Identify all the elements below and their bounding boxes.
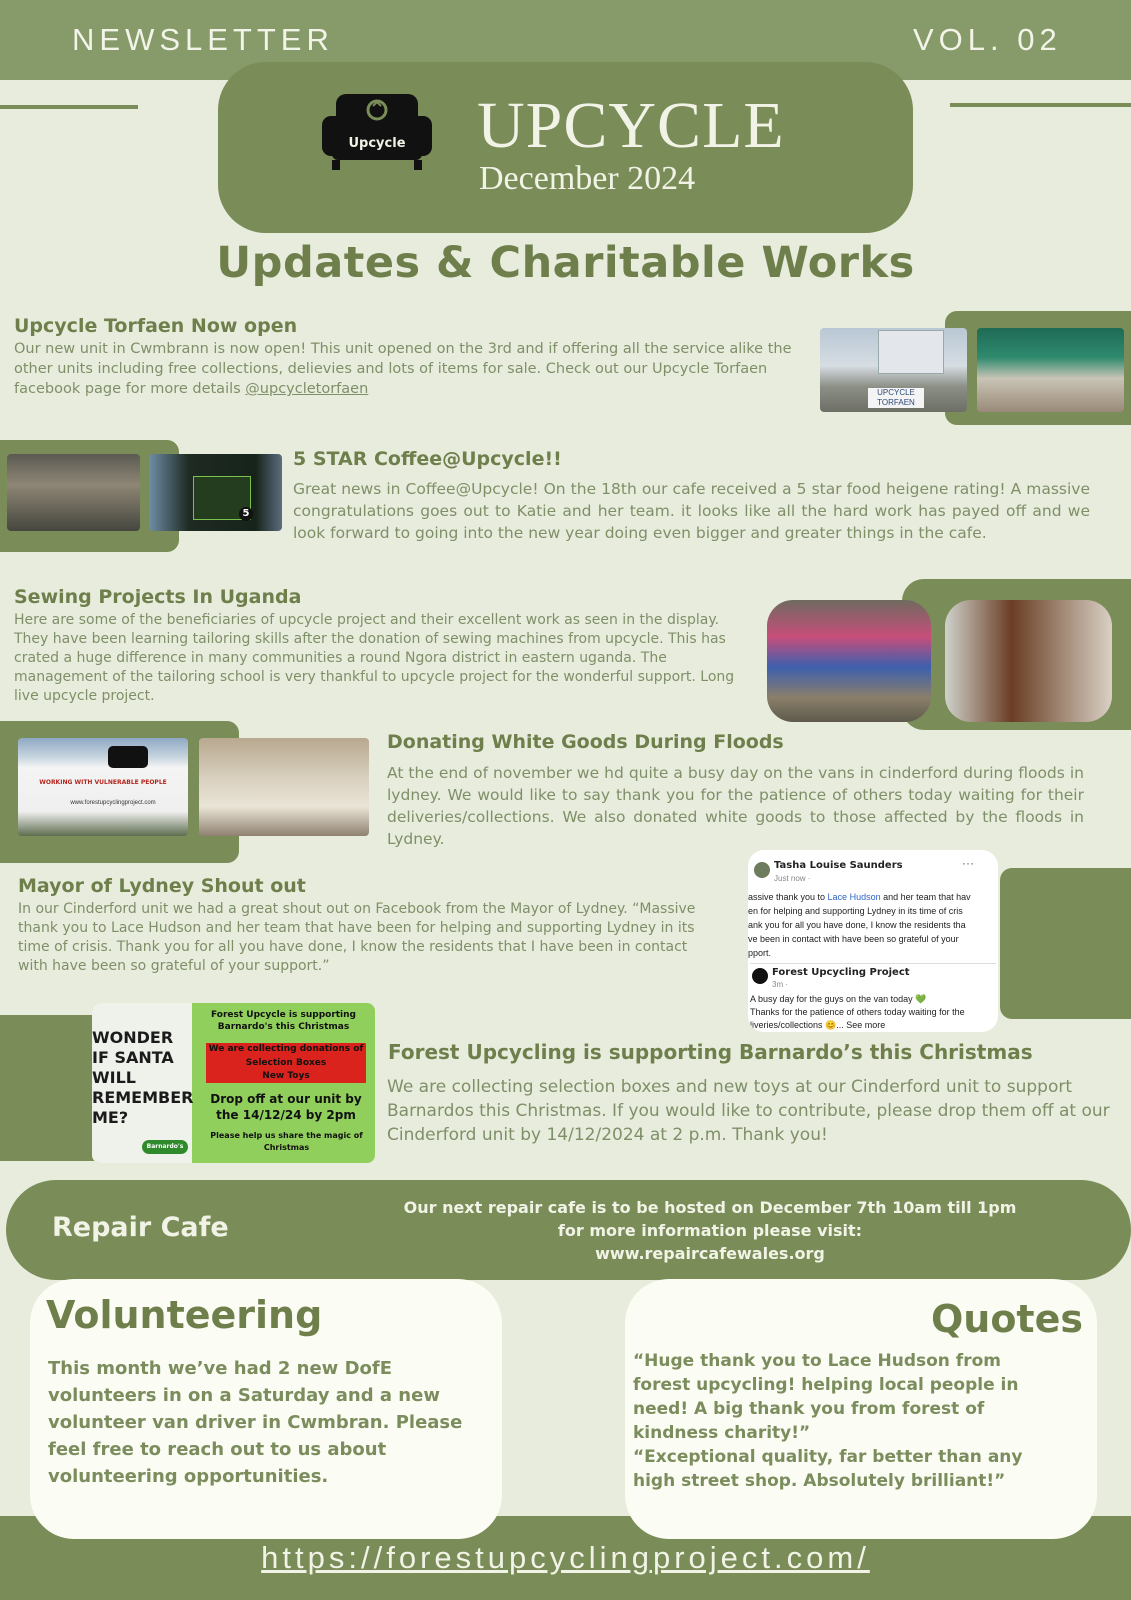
sofa-logo-icon (318, 86, 436, 172)
torfaen-interior-photo (977, 328, 1124, 412)
article-heading: Upcycle Torfaen Now open (14, 315, 298, 337)
barnardos-logo: Barnardo's (142, 1140, 188, 1154)
quotes-card (625, 1279, 1097, 1539)
article-heading: Forest Upcycling is supporting Barnardo’s this Christmas (388, 1040, 1033, 1064)
quotes-body (633, 1349, 1063, 1493)
repair-cafe-details (350, 1196, 1070, 1265)
photo-backdrop (1000, 868, 1131, 1019)
white-goods-photo (199, 738, 369, 836)
article-body: Great news in Coffee@Upcycle! On the 18th our cafe received a 5 star food heigene rating! A massive congratulations goes out to Katie and her team. it looks like all the hard work has payed off and we look forward to going into the new year doing even bigger and greater things in the cafe. (293, 480, 1090, 542)
facebook-post-screenshot (748, 850, 998, 1032)
repair-cafe-line: for more information please visit: (557, 1221, 863, 1240)
poster-share: Please help us share the magic of Christmas (210, 1131, 363, 1152)
shared-author: Forest Upcycling Project (772, 967, 910, 978)
issue-date: December 2024 (479, 160, 696, 197)
shared-avatar (752, 968, 768, 984)
poster-red-box: We are collecting donations of Selection Boxes New Toys (206, 1043, 366, 1083)
photo-sign: UPCYCLE TORFAEN (868, 388, 924, 408)
poster-header: Forest Upcycle is supporting Barnardo's this Christmas (211, 1010, 356, 1032)
article-body: We are collecting selection boxes and new toys at our Cinderford unit to support Barnardos this Christmas. If you would like to contribute, please drop them off at our Cinderford unit by 14/12/2024 at 2 p.m. Thank you! (387, 1077, 1110, 1145)
article-body: Here are some of the beneficiaries of upcycle project and their excellent work as seen in the display. They have been learning tailoring skills after the donation of sewing machines from upcycle. This has crated a huge difference in many communities a round Ngora district in eastern uganda. The management of the tailoring school is very thankful to upcycle project for the wonderful support. Long live upcycle project. (14, 612, 735, 704)
article-body: In our Cinderford unit we had a great shout out on Facebook from the Mayor of Lydney. “Massive thank you to Lace Hudson and her team that have been for helping and supporting Lydney in its time of crisis. Thank you for all you have done, I know the residents that I have been in contact with have been so grateful of your support.” (18, 901, 696, 974)
page-title: Updates & Charitable Works (216, 238, 915, 288)
rating-badge: 5 (239, 507, 253, 521)
volunteering-title: Volunteering (46, 1293, 323, 1337)
newsletter-label: NEWSLETTER (72, 22, 334, 57)
volunteering-card (30, 1279, 502, 1539)
poster-left-panel (92, 1003, 192, 1163)
tailoring-students-photo (945, 600, 1112, 722)
article-heading: 5 STAR Coffee@Upcycle!! (293, 448, 562, 470)
shared-text: A busy day for the guys on the van today 💚 Thanks for the patience of others today waiting for the liveries/collections 😊... See more (750, 994, 965, 1030)
poster-santa-text: WONDER IF SANTA WILL REMEMBER ME? (92, 1028, 194, 1127)
sewing-display-photo (767, 600, 931, 722)
barnardos-poster (92, 1003, 375, 1163)
post-author: Tasha Louise Saunders (774, 860, 903, 871)
volume-label: VOL. 02 (913, 22, 1062, 57)
article-body-text: Our new unit in Cwmbrann is now open! This unit opened on the 3rd and if offering all the service alike the other units including free collections, delievies and lots of items for sale. Check out our Upcycle Torfaen facebook page for more details (14, 341, 792, 397)
van-url: www.forestupcyclingproject.com (70, 800, 156, 806)
logo-text: Upcycle (348, 136, 406, 151)
hygiene-rating-photo (149, 454, 282, 531)
shared-time: 3m · (772, 980, 788, 989)
repair-cafe-url[interactable]: www.repaircafewales.org (595, 1244, 825, 1263)
facebook-link[interactable]: @upcycletorfaen (245, 381, 369, 397)
more-options-icon[interactable]: ··· (962, 856, 974, 870)
delivery-van-photo (18, 738, 188, 836)
article-body: At the end of november we hd quite a busy day on the vans in cinderford during floods in lydney. We would like to say thank you for the patience of others today waiting for their deliveries/collections. We also donated white goods to those affected by the floods in Lydney. (387, 764, 1084, 848)
post-text: assive thank you to Lace Hudson and her team that hav en for helping and supporting Lydney in its time of cris ank you for all you have done, I know the residents tha ve been in contact with have been so grateful of your pport. (748, 892, 971, 958)
article-heading: Donating White Goods During Floods (387, 731, 784, 753)
article-heading: Mayor of Lydney Shout out (18, 875, 306, 897)
brand-title: UPCYCLE (477, 89, 785, 162)
cafe-interior-photo (7, 454, 140, 531)
quotes-title: Quotes (930, 1297, 1083, 1341)
avatar (754, 862, 770, 878)
van-slogan: WORKING WITH VULNERABLE PEOPLE (39, 779, 167, 786)
quote: “Exceptional quality, far better than any high street shop. Absolutely brilliant!” (633, 1447, 1023, 1491)
article-heading: Sewing Projects In Uganda (14, 586, 302, 608)
post-time: Just now · (774, 874, 811, 883)
volunteering-body: This month we’ve had 2 new DofE volunteers in on a Saturday and a new volunteer van driver in Cwmbran. Please feel free to reach out to us about volunteering opportunities. (48, 1358, 463, 1487)
repair-cafe-line: Our next repair cafe is to be hosted on December 7th 10am till 1pm (403, 1198, 1017, 1217)
quote: “Huge thank you to Lace Hudson from forest upcycling! helping local people in need! A big thank you from forest of kindness charity!” (633, 1351, 1019, 1443)
website-link[interactable]: https://forestupcyclingproject.com/ (261, 1540, 870, 1575)
repair-cafe-title: Repair Cafe (52, 1212, 229, 1243)
article-body (14, 339, 794, 399)
poster-dropoff: Drop off at our unit by the 14/12/24 by 2pm (210, 1092, 362, 1122)
torfaen-exterior-photo (820, 328, 967, 412)
divider-right (950, 103, 1131, 107)
divider-left (0, 105, 138, 109)
